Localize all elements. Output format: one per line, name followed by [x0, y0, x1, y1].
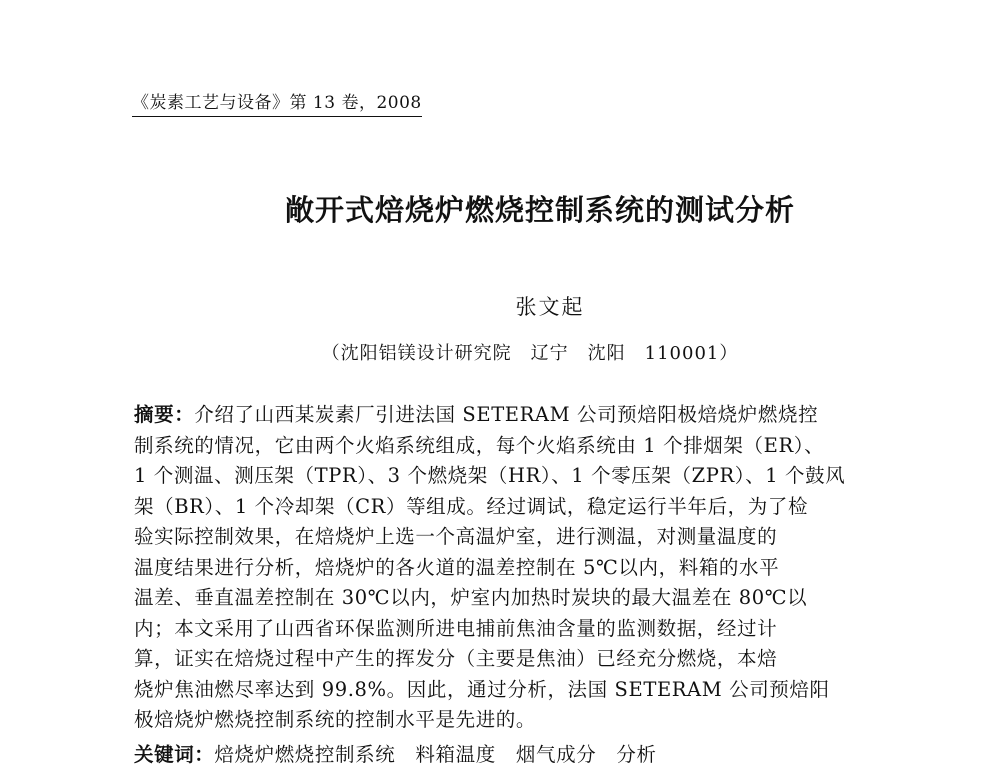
abstract-line: 温度结果进行分析，焙烧炉的各火道的温差控制在 5℃以内，料箱的水平 — [134, 555, 780, 579]
abstract-label: 摘要： — [134, 403, 195, 426]
abstract-line: 制系统的情况，它由两个火焰系统组成，每个火焰系统由 1 个排烟架（ER）、 — [134, 433, 825, 457]
abstract-line: 1 个测温、测压架（TPR）、3 个燃烧架（HR）、1 个零压架（ZPR）、1 个鼓风 — [134, 464, 846, 487]
abstract-line — [134, 400, 874, 431]
keywords-line — [134, 740, 874, 770]
journal-header: 《炭素工艺与设备》第 13 卷，2008 — [132, 92, 422, 117]
abstract-line: 烧炉焦油燃尽率达到 99.8%。因此，通过分析，法国 SETERAM 公司预焙阳 — [134, 677, 830, 701]
abstract-line: 架（BR）、1 个冷却架（CR）等组成。经过调试，稳定运行半年后，为了检 — [134, 494, 809, 518]
abstract-line: 极焙烧炉燃烧控制系统的控制水平是先进的。 — [134, 708, 537, 731]
abstract-line: 温差、垂直温差控制在 30℃以内，炉室内加热时炭块的最大温差在 80℃以 — [134, 586, 808, 609]
author-name: 张文起 — [515, 295, 585, 319]
abstract-block — [134, 400, 874, 736]
article-title: 敞开式焙烧炉燃烧控制系统的测试分析 — [284, 193, 795, 227]
abstract-text: 介绍了山西某炭素厂引进法国 SETERAM 公司预焙阳极焙烧炉燃烧控 — [194, 403, 819, 426]
abstract-line: 验实际控制效果，在焙烧炉上选一个高温炉室，进行测温，对测量温度的 — [134, 525, 778, 548]
abstract-line: 内；本文采用了山西省环保监测所进电捕前焦油含量的监测数据，经过计 — [134, 616, 778, 640]
abstract-line: 算，证实在焙烧过程中产生的挥发分（主要是焦油）已经充分燃烧，本焙 — [134, 647, 778, 670]
keywords-label: 关键词： — [134, 743, 215, 766]
keywords-text: 焙烧炉燃烧控制系统 料箱温度 烟气成分 分析 — [214, 743, 657, 766]
author-affiliation: （沈阳铝镁设计研究院 辽宁 沈阳 110001） — [321, 343, 739, 364]
